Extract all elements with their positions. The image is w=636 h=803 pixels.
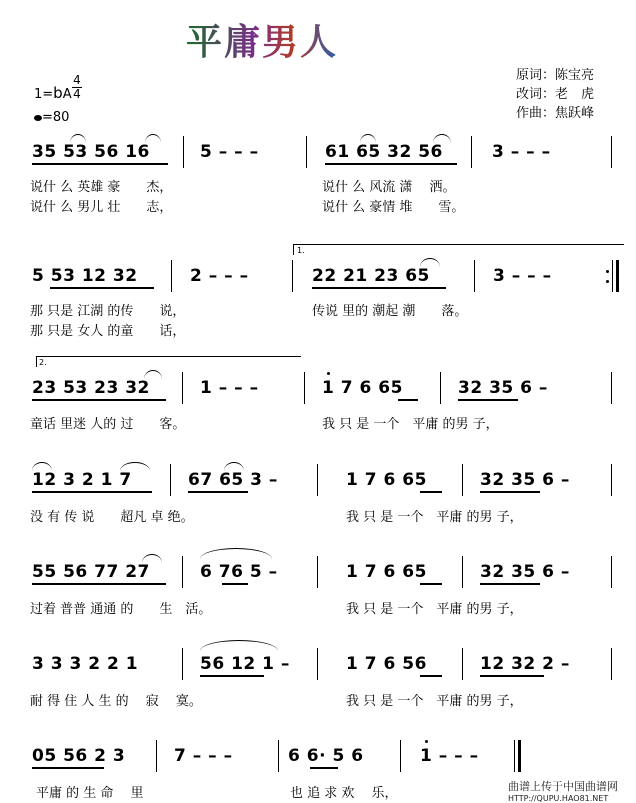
system-3-measure-2: 1 – – –	[200, 378, 259, 398]
system-1-measure-2: 5 – – –	[200, 142, 259, 162]
system-7-measure-4: 1 – – –	[420, 746, 479, 766]
underline	[420, 675, 442, 677]
underline	[480, 491, 540, 493]
quarter-note-icon	[34, 115, 42, 121]
system-2-measure-3: 22 21 23 65	[312, 266, 430, 286]
slur	[224, 462, 244, 471]
barline	[611, 372, 612, 404]
underline	[32, 491, 152, 493]
system-6-measure-3: 1 7 6 56	[346, 654, 427, 674]
system-5-measure-2: 6 76 5 –	[200, 562, 278, 582]
slur	[120, 462, 150, 471]
underline	[480, 583, 540, 585]
watermark-line-1: 曲谱上传于中国曲谱网	[508, 780, 618, 793]
tempo-value: =80	[42, 110, 70, 125]
repeat-barline	[612, 260, 613, 292]
underline	[222, 583, 248, 585]
system-4-measure-2: 67 65 3 –	[188, 470, 278, 490]
system-2-measure-1: 5 53 12 32	[32, 266, 138, 286]
system-1-measure-4: 3 – – –	[492, 142, 551, 162]
slur	[144, 370, 162, 379]
system-3-measure-1: 23 53 23 32	[32, 378, 150, 398]
system-6-lyrics-a: 耐 得 住 人 生 的 寂 寞。	[30, 694, 202, 709]
barline	[317, 464, 318, 496]
system-6-measure-4: 12 32 2 –	[480, 654, 570, 674]
barline	[182, 648, 183, 680]
slur	[200, 640, 278, 651]
repeat-dot	[606, 270, 609, 273]
underline	[32, 583, 166, 585]
watermark	[508, 778, 618, 803]
underline	[398, 399, 418, 401]
system-2-lyrics-2a: 那 只是 女人 的童 话，	[30, 324, 186, 339]
barline	[306, 136, 307, 168]
slur	[142, 554, 162, 563]
system-4-measure-1: 12 3 2 1 7	[32, 470, 132, 490]
original-lyrics-credit: 原词：陈宝亮	[516, 68, 595, 83]
slur	[32, 462, 52, 471]
system-1-lyrics-2b: 说什 么 豪情 堆 雪。	[322, 200, 465, 215]
underline	[458, 399, 518, 401]
barline	[400, 740, 401, 772]
tempo-marking	[34, 110, 69, 125]
slur	[200, 548, 272, 559]
system-4-measure-4: 32 35 6 –	[480, 470, 570, 490]
barline	[611, 464, 612, 496]
system-7-lyrics-a: 平庸 的 生 命 里	[36, 786, 144, 801]
barline	[183, 136, 184, 168]
slur	[70, 134, 86, 143]
underline	[200, 675, 264, 677]
repeat-barline-thick	[616, 260, 619, 292]
system-5-lyrics-a: 过着 普普 通通 的 生 活。	[30, 602, 212, 617]
volta-2-number: 2.	[39, 358, 47, 367]
system-6-lyrics-b: 我 只 是 一个 平庸 的男 子，	[346, 694, 523, 709]
underline	[480, 675, 544, 677]
volta-1-number: 1.	[297, 246, 305, 255]
underline	[312, 287, 446, 289]
high-octave-dot	[425, 740, 428, 743]
time-denominator: 4	[73, 87, 81, 101]
underline	[32, 767, 104, 769]
key-prefix: 1=	[34, 87, 54, 102]
barline	[462, 464, 463, 496]
barline	[462, 648, 463, 680]
system-1-measure-3: 61 65 32 56	[325, 142, 443, 162]
system-4-lyrics-b: 我 只 是 一个 平庸 的男 子，	[346, 510, 523, 525]
system-7-measure-2: 7 – – –	[174, 746, 233, 766]
composer-credit: 作曲：焦跃峰	[516, 106, 595, 121]
underline	[420, 491, 442, 493]
system-2-lyrics-1a: 那 只是 江湖 的传 说，	[30, 304, 186, 319]
system-2-measure-2: 2 – – –	[190, 266, 249, 286]
time-numerator: 4	[73, 73, 81, 87]
underline	[50, 287, 154, 289]
repeat-dot	[606, 280, 609, 283]
system-6-measure-2: 56 12 1 –	[200, 654, 290, 674]
time-signature	[72, 74, 82, 101]
volta-2	[36, 356, 301, 367]
underline	[310, 767, 338, 769]
system-7-measure-3: 6 6· 5 6	[288, 746, 364, 766]
page-title: 平庸男人	[186, 14, 338, 65]
system-4-lyrics-a: 没 有 传 说 超凡 卓 绝。	[30, 510, 194, 525]
system-2-measure-4: 3 – – –	[493, 266, 552, 286]
system-3-measure-4: 32 35 6 –	[458, 378, 548, 398]
barline	[292, 260, 293, 292]
barline	[440, 372, 441, 404]
key-flat: b	[53, 84, 63, 102]
barline	[304, 372, 305, 404]
system-5-measure-3: 1 7 6 65	[346, 562, 427, 582]
underline	[188, 491, 248, 493]
system-2-lyrics-1b: 传说 里的 潮起 潮 落。	[312, 304, 468, 319]
system-3-measure-3: 1 7 6 65	[322, 378, 403, 398]
barline	[462, 556, 463, 588]
system-7-lyrics-b: 也 追 求 欢 乐，	[290, 786, 398, 801]
system-5-measure-4: 32 35 6 –	[480, 562, 570, 582]
watermark-line-2: HTTP://QUPU.HAO81.NET	[508, 794, 609, 803]
system-6-measure-1: 3 3 3 2 2 1	[32, 654, 139, 674]
system-4-measure-3: 1 7 6 65	[346, 470, 427, 490]
high-octave-dot	[327, 372, 330, 375]
system-5-lyrics-b: 我 只 是 一个 平庸 的男 子，	[346, 602, 523, 617]
barline	[611, 556, 612, 588]
final-barline	[514, 740, 515, 772]
system-1-lyrics-2a: 说什 么 男儿 壮 志，	[30, 200, 173, 215]
barline	[171, 260, 172, 292]
system-1-lyrics-1a: 说什 么 英雄 豪 杰，	[30, 180, 173, 195]
barline	[317, 556, 318, 588]
barline	[474, 260, 475, 292]
underline	[32, 163, 168, 165]
barline	[182, 372, 183, 404]
barline	[170, 464, 171, 496]
barline	[156, 740, 157, 772]
system-5-measure-1: 55 56 77 27	[32, 562, 150, 582]
final-barline-thick	[518, 740, 521, 772]
credits	[516, 66, 594, 123]
slur	[145, 134, 161, 143]
underline	[32, 399, 166, 401]
underline	[325, 163, 457, 165]
system-3-lyrics-a: 童话 里迷 人的 过 客。	[30, 417, 186, 432]
system-1-measure-1: 35 53 56 16	[32, 142, 150, 162]
system-7-measure-1: 05 56 2 3	[32, 746, 126, 766]
barline	[317, 648, 318, 680]
system-1-lyrics-1b: 说什 么 风流 潇 洒。	[322, 180, 456, 195]
barline	[611, 136, 612, 168]
volta-1	[293, 244, 624, 255]
barline	[611, 648, 612, 680]
barline	[278, 740, 279, 772]
key-signature	[34, 84, 72, 102]
barline	[471, 136, 472, 168]
barline	[182, 556, 183, 588]
slur	[360, 134, 376, 143]
slur	[420, 258, 440, 267]
key-note: A	[62, 87, 72, 102]
revised-lyrics-credit: 改词：老 虎	[516, 87, 595, 102]
system-3-lyrics-b: 我 只 是 一个 平庸 的男 子，	[322, 417, 499, 432]
slur	[433, 134, 451, 143]
underline	[420, 583, 442, 585]
